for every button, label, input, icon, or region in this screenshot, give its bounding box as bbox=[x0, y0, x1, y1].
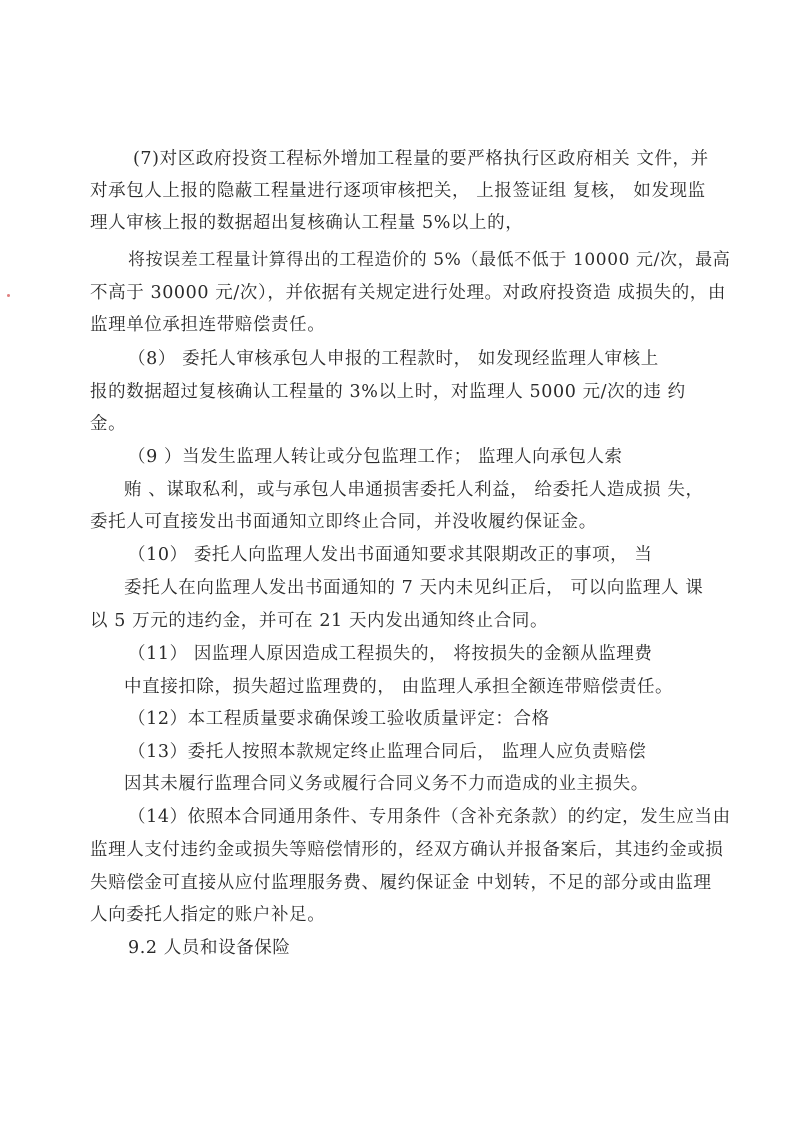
paragraph-line: 金。 bbox=[90, 414, 127, 434]
paragraph-line: 人向委托人指定的账户补足。 bbox=[90, 905, 326, 925]
paragraph-line: （9 ）当发生监理人转让或分包监理工作； 监理人向承包人索 bbox=[128, 447, 623, 467]
paragraph-line: 失赔偿金可直接从应付监理服务费、履约保证金 中划转，不足的部分或由监理 bbox=[90, 873, 712, 893]
paragraph-line: 监理人支付违约金或损失等赔偿情形的，经双方确认并报备案后，其违约金或损 bbox=[90, 840, 724, 860]
paragraph-line: (7)对区政府投资工程标外增加工程量的要严格执行区政府相关 文件，并 bbox=[133, 149, 709, 169]
paragraph-line: 监理单位承担连带赔偿责任。 bbox=[90, 315, 326, 335]
paragraph-line: 中直接扣除，损失超过监理费的， 由监理人承担全额连带赔偿责任。 bbox=[124, 677, 674, 697]
paragraph-line: （10） 委托人向监理人发出书面通知要求其限期改正的事项， 当 bbox=[128, 545, 653, 565]
paragraph-line: （8） 委托人审核承包人申报的工程款时， 如发现经监理人审核上 bbox=[128, 349, 659, 369]
paragraph-line: 因其未履行监理合同义务或履行合同义务不力而造成的业主损失。 bbox=[124, 774, 649, 794]
paragraph-line: 委托人在向监理人发出书面通知的 7 天内未见纠正后， 可以向监理人 课 bbox=[124, 578, 704, 598]
paragraph-line: （13）委托人按照本款规定终止监理合同后， 监理人应负责赔偿 bbox=[128, 742, 647, 762]
paragraph-line: 报的数据超过复核确认工程量的 3%以上时，对监理人 5000 元/次的违 约 bbox=[90, 382, 686, 402]
paragraph-line: （12）本工程质量要求确保竣工验收质量评定：合格 bbox=[128, 709, 550, 729]
paragraph-line: 将按误差工程量计算得出的工程造价的 5%（最低不低于 10000 元/次，最高 bbox=[128, 250, 731, 270]
paragraph-line: 理人审核上报的数据超出复核确认工程量 5%以上的， bbox=[90, 213, 524, 233]
paragraph-line: 对承包人上报的隐蔽工程量进行逐项审核把关， 上报签证组 复核， 如发现监 bbox=[90, 181, 706, 201]
paragraph-line: （14）依照本合同通用条件、专用条件（含补充条款）的约定，发生应当由 bbox=[128, 807, 731, 827]
margin-mark bbox=[7, 294, 10, 297]
paragraph-line: 贿 、谋取私利，或与承包人串通损害委托人利益， 给委托人造成损 失， bbox=[124, 480, 704, 500]
paragraph-line: 不高于 30000 元/次），并依据有关规定进行处理。对政府投资造 成损失的，由 bbox=[90, 283, 727, 303]
paragraph-line: （11） 因监理人原因造成工程损失的， 将按损失的金额从监理费 bbox=[128, 644, 653, 664]
paragraph-line: 以 5 万元的违约金，并可在 21 天内发出通知终止合同。 bbox=[90, 611, 549, 631]
section-heading: 9.2 人员和设备保险 bbox=[128, 938, 291, 958]
paragraph-line: 委托人可直接发出书面通知立即终止合同，并没收履约保证金。 bbox=[90, 512, 597, 532]
